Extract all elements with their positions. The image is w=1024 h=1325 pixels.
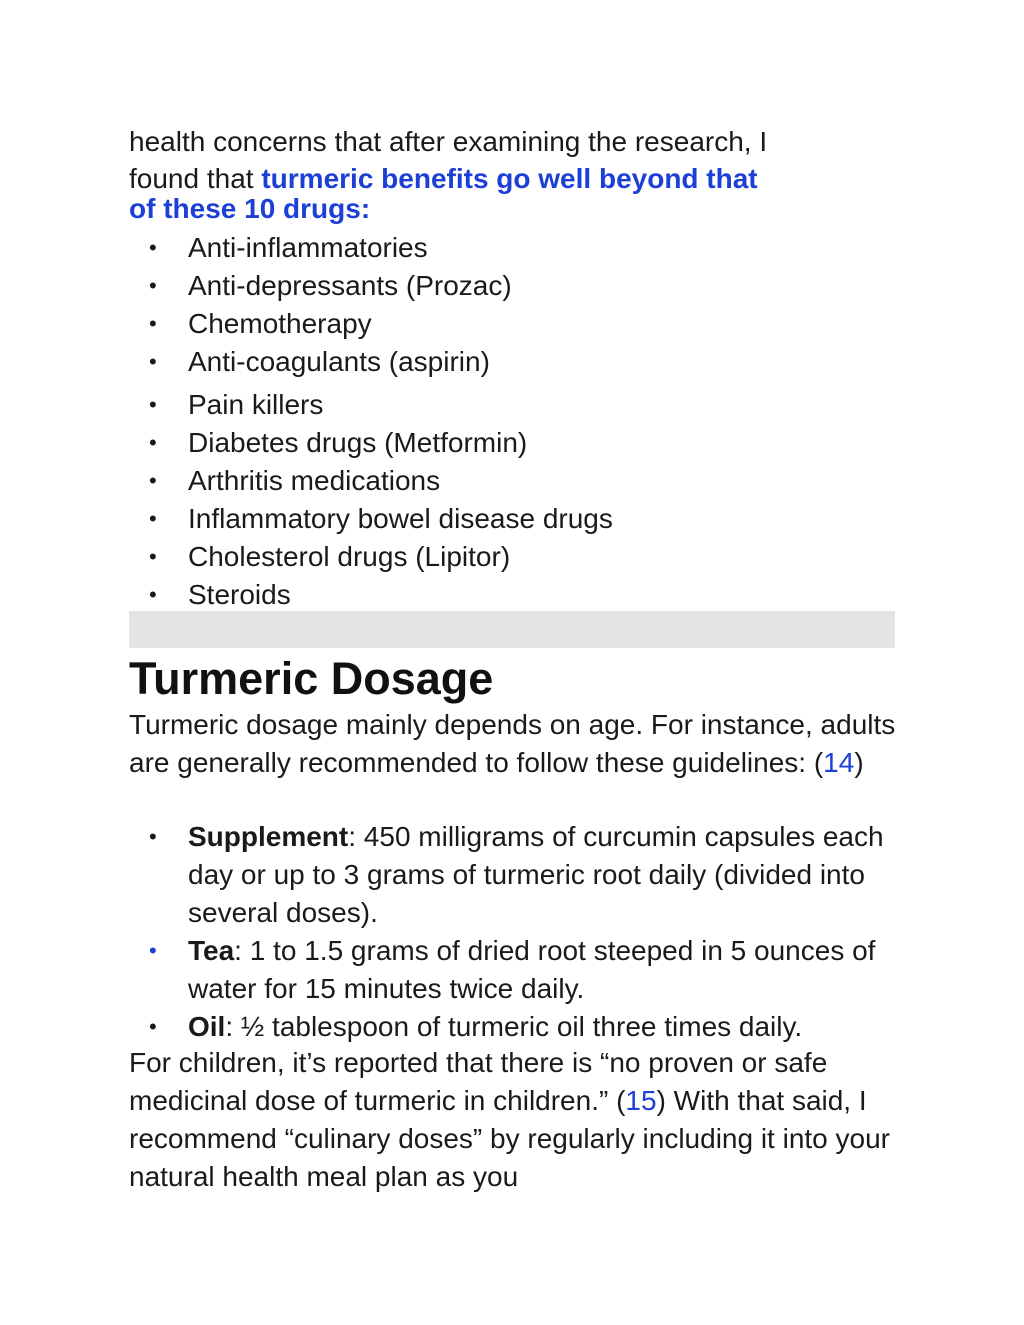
list-item bbox=[129, 538, 613, 576]
dosage-label: Tea bbox=[188, 935, 235, 966]
bullet-icon: • bbox=[149, 1014, 157, 1039]
reference-link-14[interactable]: 14 bbox=[823, 747, 855, 778]
section-heading: Turmeric Dosage bbox=[129, 653, 494, 704]
dosage-text: : 450 milligrams of curcumin capsules each day or up to 3 grams of turmeric root daily (divided into several doses). bbox=[188, 821, 884, 928]
intro-line-2 bbox=[129, 164, 767, 194]
dosage-text: : ½ tablespoon of turmeric oil three times daily. bbox=[225, 1011, 803, 1042]
closing-text-b: ) With that said, I recommend “culinary doses” by regularly including it into your natural health meal plan as you bbox=[129, 1085, 891, 1192]
bullet-icon: • bbox=[149, 430, 157, 455]
list-item-label: Arthritis medications bbox=[188, 465, 441, 496]
dosage-intro-end: ) bbox=[854, 747, 864, 778]
bullet-icon: • bbox=[149, 544, 157, 569]
bullet-icon: • bbox=[149, 582, 157, 607]
dosage-text: : 1 to 1.5 grams of dried root steeped in 5 ounces of water for 15 minutes twice daily. bbox=[188, 935, 876, 1004]
list-item bbox=[129, 229, 512, 267]
bullet-icon: • bbox=[149, 468, 157, 493]
bullet-icon: • bbox=[149, 824, 157, 849]
list-item-label: Diabetes drugs (Metformin) bbox=[188, 427, 528, 458]
dosage-label: Supplement bbox=[188, 821, 349, 852]
intro-line-1: health concerns that after examining the research, I bbox=[129, 126, 768, 157]
list-item bbox=[129, 576, 613, 614]
bullet-icon: • bbox=[149, 311, 157, 336]
list-item-supplement bbox=[129, 818, 899, 932]
dosage-list bbox=[129, 818, 899, 1046]
intro-prefix: found that bbox=[129, 163, 262, 194]
highlight-text-2: of these 10 drugs: bbox=[129, 193, 371, 224]
list-item-label: Pain killers bbox=[188, 389, 324, 420]
drug-list-a bbox=[129, 229, 512, 381]
reference-link-15[interactable]: 15 bbox=[625, 1085, 657, 1116]
list-item bbox=[129, 424, 613, 462]
list-item-oil bbox=[129, 1008, 899, 1046]
list-item-label: Chemotherapy bbox=[188, 308, 372, 339]
list-item-label: Cholesterol drugs (Lipitor) bbox=[188, 541, 511, 572]
list-item bbox=[129, 343, 512, 381]
list-item bbox=[129, 267, 512, 305]
drug-list-b bbox=[129, 386, 613, 614]
dosage-label: Oil bbox=[188, 1011, 226, 1042]
list-item-label: Anti-inflammatories bbox=[188, 232, 428, 263]
dosage-intro-text: Turmeric dosage mainly depends on age. For instance, adults are generally recommended to follow these guidelines: ( bbox=[129, 709, 896, 778]
list-item bbox=[129, 386, 613, 424]
list-item bbox=[129, 305, 512, 343]
list-item-label: Anti-coagulants (aspirin) bbox=[188, 346, 490, 377]
list-item-tea bbox=[129, 932, 899, 1008]
bullet-icon: • bbox=[149, 235, 157, 260]
list-item-label: Steroids bbox=[188, 579, 291, 610]
bullet-icon: • bbox=[149, 392, 157, 417]
bullet-icon: • bbox=[149, 506, 157, 531]
bullet-icon: • bbox=[149, 349, 157, 374]
highlight-text-1: turmeric benefits go well beyond that bbox=[261, 163, 758, 194]
list-item-label: Inflammatory bowel disease drugs bbox=[188, 503, 613, 534]
dosage-intro-paragraph bbox=[129, 706, 899, 782]
closing-paragraph bbox=[129, 1044, 899, 1196]
section-divider bbox=[129, 611, 895, 648]
intro-paragraph bbox=[129, 123, 767, 224]
list-item bbox=[129, 500, 613, 538]
bullet-icon: • bbox=[149, 938, 157, 963]
list-item-label: Anti-depressants (Prozac) bbox=[188, 270, 512, 301]
closing-text-a: For children, it’s reported that there is “no proven or safe medicinal dose of turmeric in children.” ( bbox=[129, 1047, 828, 1116]
bullet-icon: • bbox=[149, 273, 157, 298]
list-item bbox=[129, 462, 613, 500]
